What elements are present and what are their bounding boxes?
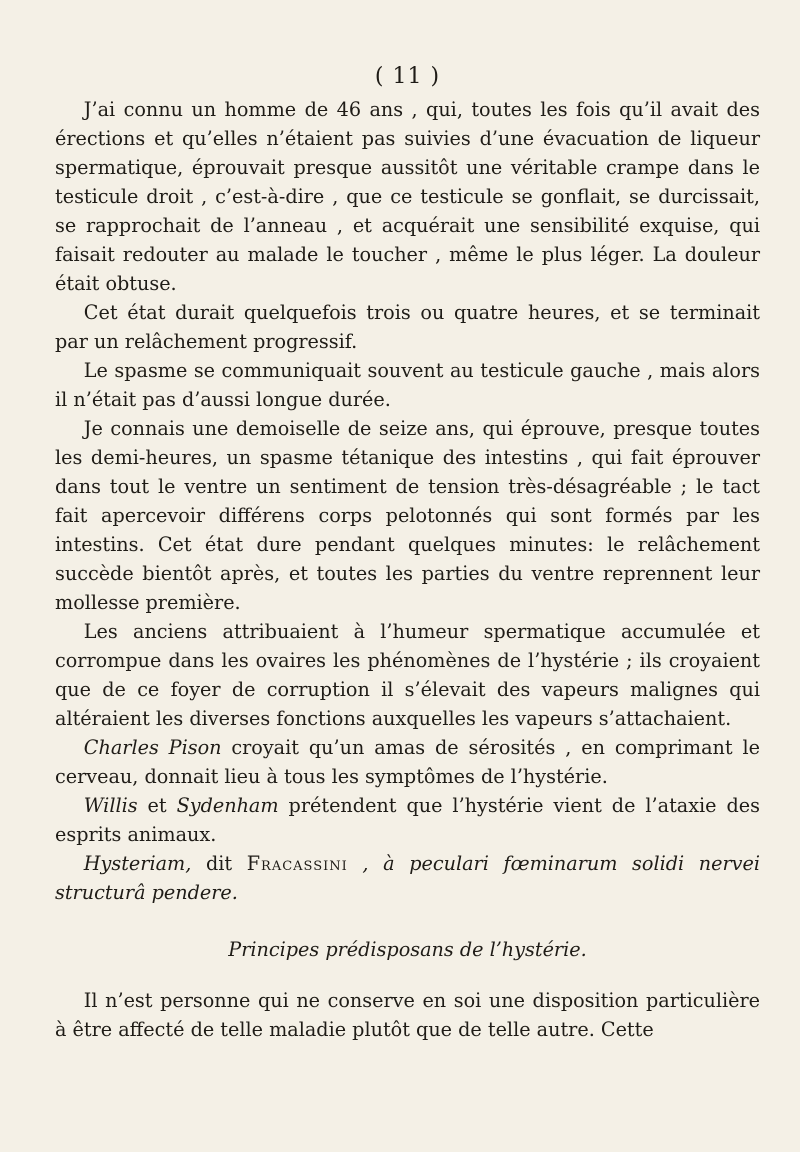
paragraph-spasme-gauche: Le spasme se communiquait souvent au testicule gauche , mais alors il n’était pas d’aussi longue durée. xyxy=(55,359,760,411)
paragraph-crampe: J’ai connu un homme de 46 ans , qui, toutes les fois qu’il avait des érections et qu’elles n’étaient pas suivies d’une évacuation de liqueur spermatique, éprouvait presque aussitôt une véritable crampe dans le testicule droit , c’est-à-dire , que ce testicule se gonflait, se durcissait, se rapprochait de l’anneau , et acquérait une sensibilité exquise, qui faisait redouter au malade le toucher , même le plus léger. La douleur était obtuse. xyxy=(55,98,760,295)
author-willis: Willis xyxy=(83,794,138,817)
paragraph-relachement: Cet état durait quelquefois trois ou quatre heures, et se terminait par un relâchement progressif. xyxy=(55,301,760,353)
paragraph-demoiselle: Je connais une demoiselle de seize ans, qui éprouve, presque toutes les demi-heures, un spasme tétanique des intestins , qui fait éprouver dans tout le ventre un sentiment de tension très-désagréable ; le tact fait apercevoir différens corps pelotonnés qui sont formés par les intestins. Cet état dure pendant quelques minutes: le relâchement succède bientôt après, et toutes les parties du ventre reprennent leur mollesse première. xyxy=(55,417,760,614)
fracassini-dit: dit xyxy=(191,852,247,875)
paragraph-disposition: Il n’est personne qui ne conserve en soi une disposition particulière à être affecté de telle maladie plutôt que de telle autre. Cette xyxy=(55,989,760,1041)
fracassini-quote: , à peculari fœminarum solidi nervei structurâ pendere. xyxy=(55,852,760,904)
paragraph-fracassini xyxy=(55,849,760,907)
willis-joiner: et xyxy=(137,794,177,817)
fracassini-lead: Hysteriam, xyxy=(83,852,192,875)
pison-text: croyait qu’un amas de sérosités , en comprimant le cerveau, donnait lieu à tous les symptômes de l’hystérie. xyxy=(55,736,760,788)
willis-text: prétendent que l’hystérie vient de l’ataxie des esprits animaux. xyxy=(55,794,760,846)
section-heading: Principes prédisposans de l’hystérie. xyxy=(228,938,587,961)
paragraph-pison xyxy=(55,733,760,791)
author-pison: Charles Pison xyxy=(83,736,222,759)
author-sydenham: Sydenham xyxy=(176,794,279,817)
paragraph-willis xyxy=(55,791,760,849)
paragraph-anciens: Les anciens attribuaient à l’humeur spermatique accumulée et corrompue dans les ovaires les phénomènes de l’hystérie ; ils croyaient que de ce foyer de corruption il s’élevait des vapeurs malignes qui altéraient les diverses fonctions auxquelles les vapeurs s’attachaient. xyxy=(55,620,760,730)
author-fracassini: Fracassini xyxy=(246,852,348,875)
page-number: ( 11 ) xyxy=(374,64,441,89)
